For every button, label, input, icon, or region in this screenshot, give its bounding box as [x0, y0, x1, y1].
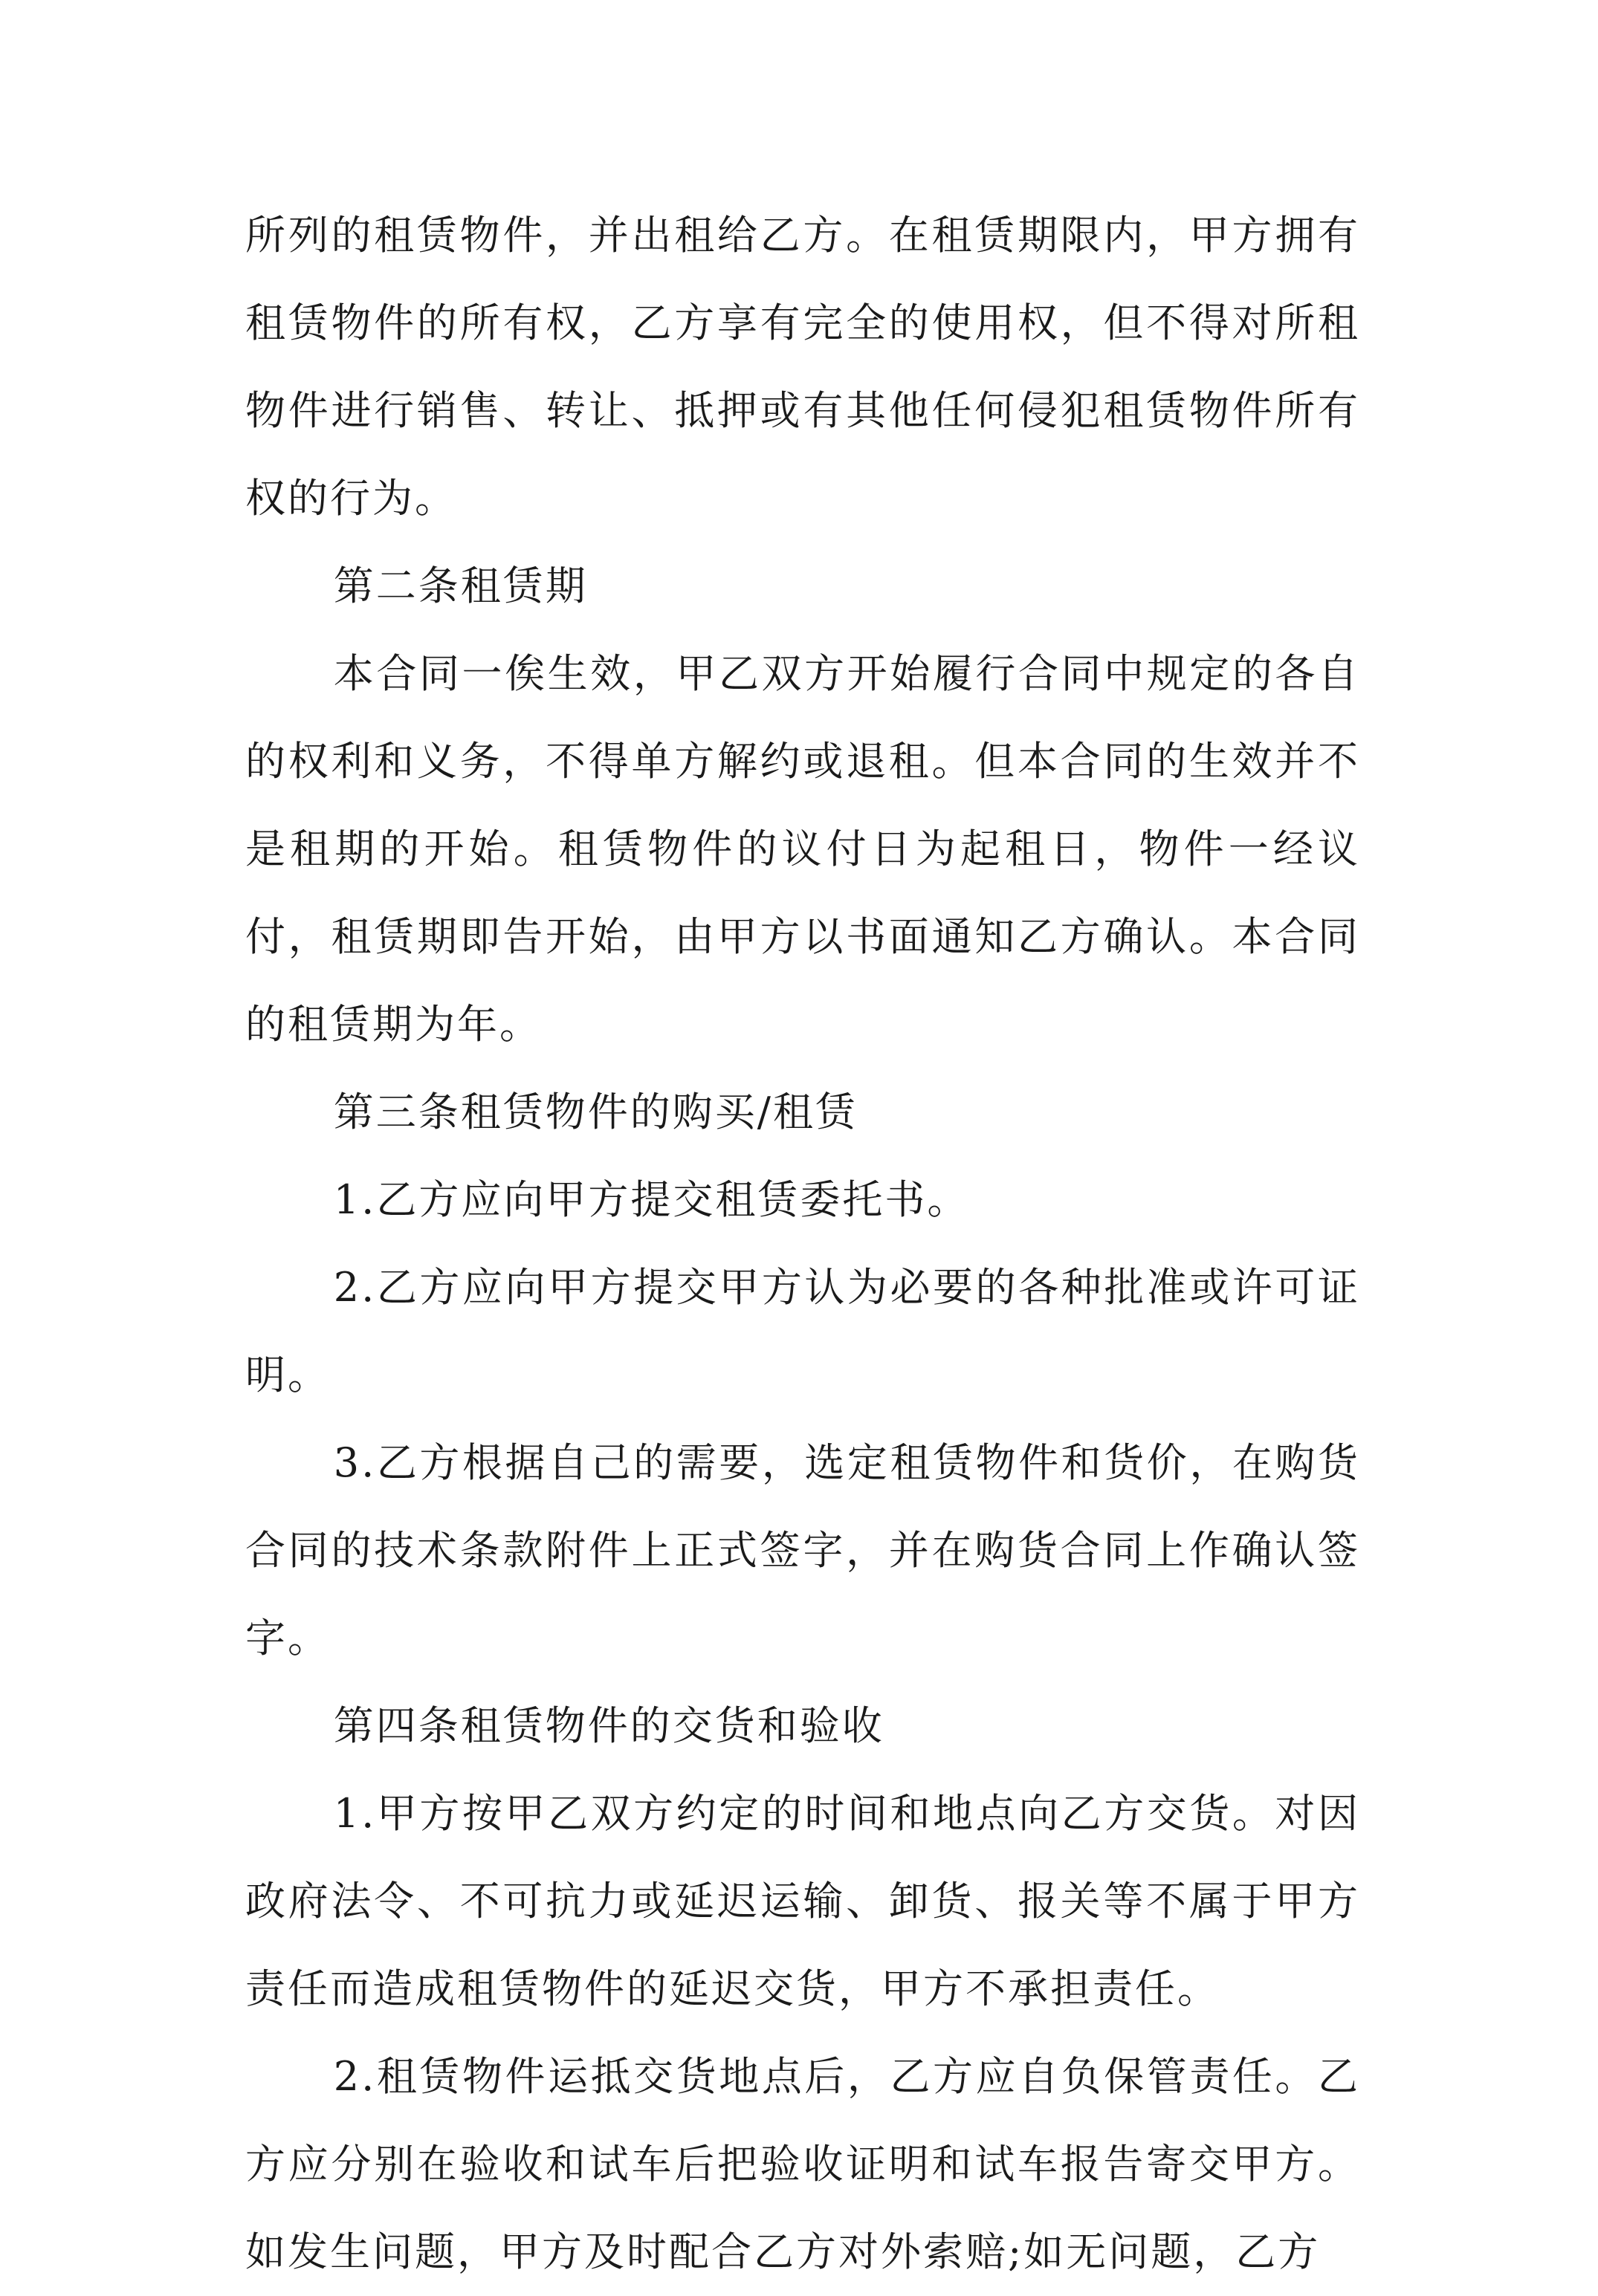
heading-article-4-delivery-acceptance: 第四条租赁物件的交货和验收 — [333, 1702, 884, 1749]
paragraph-article-3-item-1: 1.乙方应向甲方提交租赁委托书。 — [333, 1176, 970, 1223]
paragraph-article-3-item-3: 3.乙方根据自己的需要，选定租赁物件和货价，在购货合同的技术条款附件上正式签字，并在购货合同上作确认签字。 — [245, 1439, 1360, 1661]
heading-article-2-lease-term: 第二条租赁期 — [333, 562, 588, 609]
heading-article-3-purchase-lease: 第三条租赁物件的购买/租赁 — [333, 1089, 858, 1135]
paragraph-article-3-item-2: 2.乙方应向甲方提交甲方认为必要的各种批准或许可证明。 — [245, 1264, 1360, 1398]
paragraph-article-4-item-1: 1.甲方按甲乙双方约定的时间和地点向乙方交货。对因政府法令、不可抗力或延迟运输、卸货、报关等不属于甲方责任而造成租赁物件的延迟交货，甲方不承担责任。 — [245, 1790, 1360, 2012]
paragraph-lease-term: 本合同一俟生效，甲乙双方开始履行合同中规定的各自的权利和义务，不得单方解约或退租。但本合同的生效并不是租期的开始。租赁物件的议付日为起租日，物件一经议付，租赁期即告开始，由甲方以书面通知乙方确认。本合同的租赁期为年。 — [245, 650, 1360, 1048]
paragraph-article-4-item-2: 2.租赁物件运抵交货地点后，乙方应自负保管责任。乙方应分别在验收和试车后把验收证明和试车报告寄交甲方。如发生问题，甲方及时配合乙方对外索赔;如无问题，乙方 — [245, 2053, 1360, 2275]
paragraph-lease-ownership-continued: 所列的租赁物件，并出租给乙方。在租赁期限内，甲方拥有租赁物件的所有权，乙方享有完全的使用权，但不得对所租物件进行销售、转让、抵押或有其他任何侵犯租赁物件所有权的行为。 — [245, 212, 1360, 522]
document-body — [245, 192, 1360, 2296]
